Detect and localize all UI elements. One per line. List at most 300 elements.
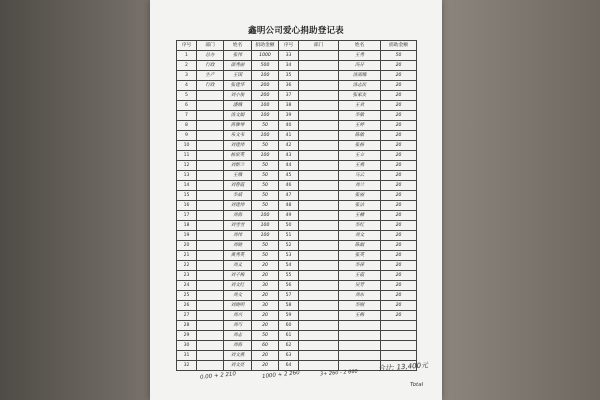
row-name: 刘春霞 [224,181,252,191]
row-name: 刘子梅 [224,271,252,281]
row-seq: 32 [177,361,197,371]
row-seq: 54 [279,261,299,271]
row-name: 刘小俊 [224,91,252,101]
row-name: 李萍 [339,261,381,271]
row-seq: 19 [177,231,197,241]
row-seq: 8 [177,121,197,131]
row-name: 刘伟 [224,231,252,241]
row-seq: 12 [177,161,197,171]
row-dept [299,351,339,361]
row-name: 刘海 [224,341,252,351]
row-amount: 50 [252,121,279,131]
row-seq: 43 [279,151,299,161]
row-name: 王君 [339,101,381,111]
row-dept [197,341,224,351]
row-seq: 33 [279,51,299,61]
row-amount: 20 [381,311,417,321]
row-name: 陈敏 [339,131,381,141]
row-amount: 50 [252,181,279,191]
row-dept [197,291,224,301]
row-dept [299,121,339,131]
row-dept [299,341,339,351]
row-dept [299,241,339,251]
table-row [177,261,417,271]
row-seq: 14 [177,181,197,191]
row-seq: 47 [279,191,299,201]
row-seq: 4 [177,81,197,91]
row-dept [197,171,224,181]
row-seq: 15 [177,191,197,201]
row-dept [197,121,224,131]
row-dept: 总办 [197,51,224,61]
row-dept [299,261,339,271]
row-seq: 5 [177,91,197,101]
row-name: 刘兰 [339,181,381,191]
row-name: 王楠 [339,211,381,221]
row-dept [299,111,339,121]
row-name: 张洁 [339,201,381,211]
row-seq: 39 [279,111,299,121]
row-dept [299,141,339,151]
row-name: 李刚 [339,301,381,311]
row-seq: 9 [177,131,197,141]
row-seq: 56 [279,281,299,291]
row-dept [299,221,339,231]
row-name: 刘雪雪 [224,221,252,231]
row-name: 刘晓明 [224,301,252,311]
row-name: 乐文韦 [224,131,252,141]
row-amount: 200 [252,81,279,91]
footer-total: 合计: 13,400元 [377,361,429,373]
row-seq: 13 [177,171,197,181]
row-seq: 60 [279,321,299,331]
row-dept [197,191,224,201]
header-seq: 序号 [177,41,197,51]
row-amount: 100 [252,211,279,221]
row-amount: 50 [252,201,279,211]
row-name: 王婷 [339,121,381,131]
row-dept: 行政 [197,61,224,71]
row-seq: 58 [279,301,299,311]
row-dept [197,281,224,291]
row-dept [197,91,224,101]
row-seq: 30 [177,341,197,351]
table-row [177,91,417,101]
header-seq: 序号 [279,41,299,51]
row-dept [299,131,339,141]
row-seq: 29 [177,331,197,341]
row-name: 刘文 [339,231,381,241]
row-dept [299,281,339,291]
row-seq: 7 [177,111,197,121]
row-dept [299,101,339,111]
row-dept [299,251,339,261]
row-dept [197,181,224,191]
row-seq: 23 [177,271,197,281]
header-dept: 部门 [197,41,224,51]
row-amount: 50 [381,51,417,61]
table-row [177,251,417,261]
row-seq: 46 [279,181,299,191]
row-name: 刘义 [224,261,252,271]
row-amount: 20 [381,231,417,241]
row-dept [197,331,224,341]
row-seq: 17 [177,211,197,221]
row-amount [381,331,417,341]
row-dept [197,231,224,241]
header-amount: 捐助金额 [381,41,417,51]
table-row [177,341,417,351]
row-amount: 100 [252,231,279,241]
row-seq: 2 [177,61,197,71]
row-name: 杨宏英 [224,151,252,161]
row-dept [299,151,339,161]
row-dept [197,321,224,331]
sheet-title: 鑫明公司爱心捐助登记表 [248,26,344,36]
row-amount: 20 [381,281,417,291]
table-row [177,191,417,201]
row-seq: 16 [177,201,197,211]
row-seq: 42 [279,141,299,151]
row-dept [299,361,339,371]
row-seq: 62 [279,341,299,351]
row-name: 马云 [339,171,381,181]
row-name: 李斌 [224,191,252,201]
row-dept [197,241,224,251]
row-seq: 20 [177,241,197,251]
row-amount: 20 [381,161,417,171]
row-dept [299,291,339,301]
row-name: 冯开 [339,61,381,71]
row-amount: 100 [252,151,279,161]
row-name: 汤邵娥 [339,71,381,81]
row-amount: 20 [381,241,417,251]
row-amount: 20 [381,151,417,161]
row-amount: 20 [381,181,417,191]
row-seq: 3 [177,71,197,81]
row-seq: 24 [177,281,197,291]
row-name [339,341,381,351]
row-seq: 48 [279,201,299,211]
table-row [177,301,417,311]
table-row [177,61,417,71]
row-amount: 50 [252,251,279,261]
table-row [177,81,417,91]
row-seq: 18 [177,221,197,231]
row-name: 刘建伟 [224,141,252,151]
background-wall-left [0,0,150,400]
row-seq: 51 [279,231,299,241]
row-dept [197,151,224,161]
row-seq: 34 [279,61,299,71]
table-row [177,311,417,321]
row-name: 刘新兰 [224,161,252,171]
row-dept [197,251,224,261]
row-amount: 50 [252,141,279,151]
table-row [177,141,417,151]
table-row [177,111,417,121]
row-dept [299,51,339,61]
row-amount: 20 [381,121,417,131]
row-name: 黄秀英 [224,251,252,261]
row-amount: 20 [381,201,417,211]
row-dept [299,271,339,281]
row-amount: 100 [252,111,279,121]
row-name: 蒋雅琴 [224,121,252,131]
header-amount: 捐助金额 [252,41,279,51]
row-amount: 100 [252,71,279,81]
row-amount: 20 [381,71,417,81]
donation-table [176,40,417,371]
donation-sheet [150,0,442,400]
row-dept [197,351,224,361]
row-seq: 63 [279,351,299,361]
row-seq: 61 [279,331,299,341]
row-amount: 20 [252,361,279,371]
row-amount: 20 [252,261,279,271]
table-row [177,71,417,81]
row-name: 刘文亮 [224,361,252,371]
row-amount: 20 [381,301,417,311]
row-dept [299,211,339,221]
header-dept: 部门 [299,41,339,51]
footer-note: 0.00 + 2 210 [199,371,237,381]
row-name: 汤文娟 [224,111,252,121]
row-amount: 100 [252,101,279,111]
row-amount [381,351,417,361]
table-row [177,221,417,231]
table-row [177,131,417,141]
row-amount [381,321,417,331]
row-name: 刘文 [224,291,252,301]
row-amount: 60 [252,341,279,351]
row-name: 吴芳 [339,281,381,291]
table-row [177,161,417,171]
table-row [177,211,417,221]
row-amount: 50 [252,191,279,201]
row-amount: 20 [381,111,417,121]
row-dept [299,91,339,101]
row-name: 王国 [224,71,252,81]
table-header-row [177,41,417,51]
table-row [177,101,417,111]
row-dept [299,201,339,211]
row-seq: 50 [279,221,299,231]
row-amount: 1000 [252,51,279,61]
row-name: 刘兴 [224,311,252,321]
row-amount: 20 [381,91,417,101]
row-amount: 20 [381,271,417,281]
row-name: 张建华 [224,81,252,91]
row-amount [381,341,417,351]
row-name: 李敏 [339,111,381,121]
row-seq: 1 [177,51,197,61]
row-amount: 50 [252,161,279,171]
row-dept [197,101,224,111]
row-name: 刘巧 [224,321,252,331]
row-dept [197,211,224,221]
table-row [177,51,417,61]
row-name: 张英 [339,251,381,261]
row-seq: 38 [279,101,299,111]
row-amount: 20 [381,291,417,301]
row-seq: 40 [279,121,299,131]
row-dept [299,71,339,81]
row-dept [299,171,339,181]
row-amount: 20 [381,61,417,71]
row-amount: 50 [252,331,279,341]
row-dept [197,361,224,371]
footer-note: 3+ 260 - 2 660 [319,368,358,378]
row-seq: 36 [279,81,299,91]
row-amount: 20 [381,211,417,221]
row-seq: 64 [279,361,299,371]
row-name: 陈娟 [339,241,381,251]
row-amount: 100 [252,131,279,141]
row-seq: 59 [279,311,299,321]
row-amount: 20 [381,221,417,231]
row-dept [197,111,224,121]
row-amount: 30 [252,301,279,311]
row-amount: 20 [252,291,279,301]
table-row [177,181,417,191]
row-dept [299,61,339,71]
row-name: 王燕 [339,161,381,171]
row-dept [197,201,224,211]
row-dept [299,191,339,201]
row-name: 刘志 [224,331,252,341]
row-seq: 26 [177,301,197,311]
row-dept [197,301,224,311]
row-dept [197,271,224,281]
row-amount: 20 [381,251,417,261]
row-name: 刘海 [224,211,252,221]
background-wall-right [442,0,600,400]
row-amount: 20 [381,131,417,141]
row-amount: 50 [252,171,279,181]
table-row [177,291,417,301]
row-seq: 53 [279,251,299,261]
row-dept [197,161,224,171]
row-seq: 6 [177,101,197,111]
row-amount: 20 [381,171,417,181]
row-dept: 生产 [197,71,224,81]
row-name: 王梅 [339,311,381,321]
row-name: 王娥 [224,171,252,181]
row-dept [299,301,339,311]
row-name: 潘娥 [224,101,252,111]
row-dept [197,311,224,321]
row-dept [197,141,224,151]
row-seq: 57 [279,291,299,301]
row-amount: 30 [252,281,279,291]
row-name: 张伟 [224,51,252,61]
table-row [177,151,417,161]
table-row [177,171,417,181]
row-name: 张丽 [339,191,381,201]
row-dept [299,181,339,191]
row-name [339,331,381,341]
row-name: 王霞 [339,271,381,281]
row-seq: 31 [177,351,197,361]
row-dept [197,221,224,231]
table-row [177,201,417,211]
row-seq: 27 [177,311,197,321]
table-row [177,241,417,251]
row-seq: 52 [279,241,299,251]
row-amount: 50 [252,241,279,251]
row-name: 刘晓 [224,241,252,251]
table-row [177,271,417,281]
row-name: 刘文燕 [224,351,252,361]
header-name: 姓名 [224,41,252,51]
row-dept [299,231,339,241]
table-row [177,121,417,131]
row-seq: 25 [177,291,197,301]
row-seq: 37 [279,91,299,101]
row-name: 张家友 [339,91,381,101]
row-seq: 41 [279,131,299,141]
row-amount: 20 [381,191,417,201]
row-amount: 200 [252,91,279,101]
row-name: 王秀 [339,51,381,61]
row-seq: 28 [177,321,197,331]
row-dept [299,331,339,341]
row-name: 李红 [339,221,381,231]
row-seq: 45 [279,171,299,181]
row-name: 刘东 [339,291,381,301]
table-row [177,351,417,361]
row-seq: 21 [177,251,197,261]
row-dept [197,131,224,141]
row-amount: 500 [252,61,279,71]
row-amount: 100 [252,221,279,231]
row-name [339,321,381,331]
footer-note: Total [410,382,424,388]
row-dept: 行政 [197,81,224,91]
row-name [339,351,381,361]
table-row [177,321,417,331]
row-seq: 10 [177,141,197,151]
row-seq: 55 [279,271,299,281]
row-seq: 11 [177,151,197,161]
table-row [177,331,417,341]
header-name: 姓名 [339,41,381,51]
row-seq: 35 [279,71,299,81]
row-name: 刘建伟 [224,201,252,211]
row-name: 张杨 [339,141,381,151]
row-amount: 20 [381,141,417,151]
row-name: 邵秀丽 [224,61,252,71]
footer-note: 1000 + 2 260 [261,370,301,380]
row-dept [299,81,339,91]
row-seq: 22 [177,261,197,271]
row-dept [299,321,339,331]
row-name: 汤志民 [339,81,381,91]
row-amount: 20 [252,321,279,331]
row-amount: 20 [252,271,279,281]
row-amount: 20 [381,101,417,111]
row-seq: 44 [279,161,299,171]
table-row [177,231,417,241]
row-name: 刘文红 [224,281,252,291]
row-dept [197,261,224,271]
row-dept [299,311,339,321]
row-name: 王立 [339,151,381,161]
table-row [177,281,417,291]
row-seq: 49 [279,211,299,221]
row-amount: 20 [252,311,279,321]
